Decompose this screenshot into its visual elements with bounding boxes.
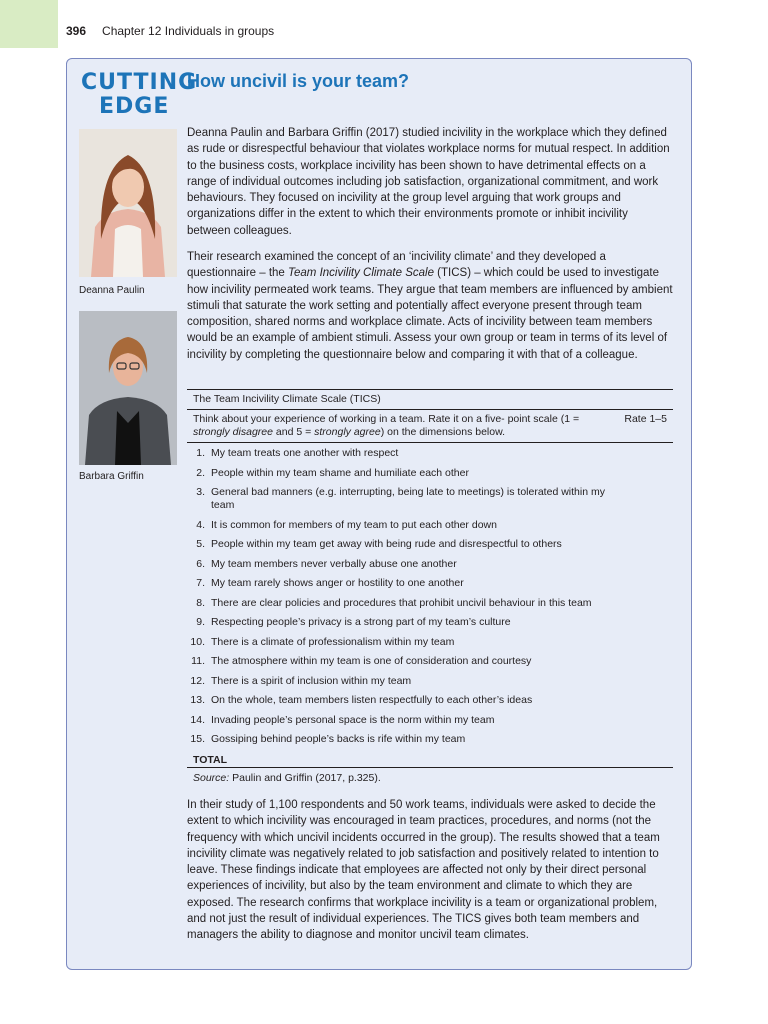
cutting-edge-logo xyxy=(81,70,198,123)
item-text: There is a spirit of inclusion within my team xyxy=(211,674,412,687)
source-label: Source: xyxy=(193,771,230,784)
item-text: My team rarely shows anger or hostility to one another xyxy=(211,577,464,589)
table-total-row: TOTAL xyxy=(187,753,673,768)
list-item xyxy=(187,616,673,629)
item-text: My team members never verbally abuse one another xyxy=(211,557,457,570)
corner-tab xyxy=(0,0,58,48)
item-number: 1. xyxy=(196,447,205,459)
instr-strongly-disagree: strongly disagree xyxy=(193,426,273,438)
cutting-edge-box xyxy=(66,58,692,970)
item-number: 15. xyxy=(190,733,205,745)
list-item xyxy=(187,597,673,610)
instr-part-a: Think about your experience of working in a team. Rate it on a five- point scale (1 = xyxy=(193,413,580,425)
tics-questionnaire-table xyxy=(187,389,673,788)
item-number: 10. xyxy=(190,635,205,648)
rate-column-label: Rate 1–5 xyxy=(624,413,667,425)
table-heading: The Team Incivility Climate Scale (TICS) xyxy=(187,390,673,410)
item-text: Invading people’s personal space is the norm within my team xyxy=(211,713,495,726)
list-item xyxy=(187,655,673,668)
list-item xyxy=(187,577,673,590)
list-item xyxy=(187,467,673,480)
item-number: 8. xyxy=(196,596,205,609)
instr-strongly-agree: strongly agree xyxy=(314,426,381,438)
table-instructions xyxy=(187,410,673,443)
list-item xyxy=(187,714,673,727)
source-text: Paulin and Griffin (2017, p.325). xyxy=(229,771,381,784)
item-text: It is common for members of my team to put each other down xyxy=(211,518,497,531)
list-item xyxy=(187,636,673,649)
list-item xyxy=(187,519,673,532)
list-item xyxy=(187,558,673,571)
instr-part-b: and 5 = xyxy=(272,426,315,438)
item-number: 12. xyxy=(190,674,205,687)
research-paragraph xyxy=(187,249,673,363)
item-number: 9. xyxy=(196,616,205,628)
table-source xyxy=(187,768,673,788)
item-text: People within my team shame and humiliate each other xyxy=(211,466,469,479)
item-text: Respecting people’s privacy is a strong part of my team’s culture xyxy=(211,616,511,628)
para2-part-b: (TICS) – which could be used to investigate how incivility permeated work teams. They argue that team members are influenced by ambient stimuli that saturate the work setting and potentially affect everyone present through team composition, shared norms and workplace climate. Acts of incivility between team members would be an example of ambient stimuli. Assess your own group or team in terms of its level of incivility by completing the questionnaire below and comparing it with that of a colleague. xyxy=(187,267,673,361)
findings-paragraph xyxy=(187,797,673,944)
item-text: People within my team get away with being rude and disrespectful to others xyxy=(211,538,562,550)
photo-caption-2: Barbara Griffin xyxy=(79,471,144,482)
item-number: 14. xyxy=(190,713,205,726)
item-text: On the whole, team members listen respectfully to each other’s ideas xyxy=(211,694,533,706)
item-number: 11. xyxy=(191,655,205,667)
item-number: 7. xyxy=(196,577,205,589)
list-item xyxy=(187,675,673,688)
list-item xyxy=(187,733,673,746)
running-head xyxy=(66,24,274,38)
item-text: The atmosphere within my team is one of consideration and courtesy xyxy=(211,655,532,667)
chapter-title: Chapter 12 Individuals in groups xyxy=(102,24,275,38)
item-text: There are clear policies and procedures that prohibit uncivil behaviour in this team xyxy=(211,596,592,609)
barbara-griffin-photo xyxy=(79,311,177,465)
box-title: How uncivil is your team? xyxy=(187,71,410,91)
item-text: My team treats one another with respect xyxy=(211,447,399,459)
page-number: 396 xyxy=(66,24,87,38)
item-number: 4. xyxy=(196,518,205,531)
list-item xyxy=(187,447,673,460)
photo-caption-1: Deanna Paulin xyxy=(79,285,145,296)
item-number: 13. xyxy=(190,694,205,706)
item-number: 3. xyxy=(196,486,205,498)
logo-line-1: CUTTING xyxy=(81,70,198,95)
item-text: General bad manners (e.g. interrupting, being late to meetings) is tolerated within my team xyxy=(211,486,605,511)
logo-line-2: EDGE xyxy=(99,94,170,119)
item-number: 5. xyxy=(196,538,205,550)
item-number: 6. xyxy=(196,557,205,570)
paragraph-1: Deanna Paulin and Barbara Griffin (2017) studied incivility in the workplace which they defined as rude or disrespectful behaviour that violates workplace norms for mutual respect. In addition to the business costs, workplace incivility has been shown to have detrimental effects on a range of individual outcomes including job satisfaction, organizational commitment, and work behaviours. They focused on incivility at the group level arguing that work groups and organizations differ in the extent to which their environments promote or inhibit incivility between colleagues. xyxy=(187,127,670,237)
item-number: 2. xyxy=(196,466,205,479)
instr-part-c: ) on the dimensions below. xyxy=(380,426,506,438)
list-item xyxy=(187,486,673,512)
paragraph-2 xyxy=(187,249,673,363)
para2-scale-name: Team Incivility Climate Scale xyxy=(288,267,434,280)
para2-part-a: Their research examined the concept of an ‘incivility climate’ and they developed a questionnaire – the xyxy=(187,251,606,280)
intro-paragraph xyxy=(187,125,673,239)
item-text: Gossiping behind people’s backs is rife within my team xyxy=(211,733,466,745)
list-item xyxy=(187,538,673,551)
paragraph-3: In their study of 1,100 respondents and 50 work teams, individuals were asked to decide the extent to which incivility was encouraged in team practices, procedures, and norms (not the frequency with which uncivil incidents occurred in the group). The results showed that a team incivility climate was negatively related to job satisfaction and positively related to intention to leave. These findings indicate that employees are affected not only by their direct personal experiences of incivility, but also by the team environment and climate to which they are exposed. The research confirms that workplace incivility is a team or organizational problem, and not just the result of individual experiences. The TICS gives both team members and managers the ability to diagnose and monitor uncivil team climates. xyxy=(187,799,660,942)
item-list xyxy=(187,443,673,746)
instructions-text xyxy=(193,413,616,439)
item-text: There is a climate of professionalism within my team xyxy=(211,635,455,648)
deanna-paulin-photo xyxy=(79,129,177,277)
list-item xyxy=(187,694,673,707)
